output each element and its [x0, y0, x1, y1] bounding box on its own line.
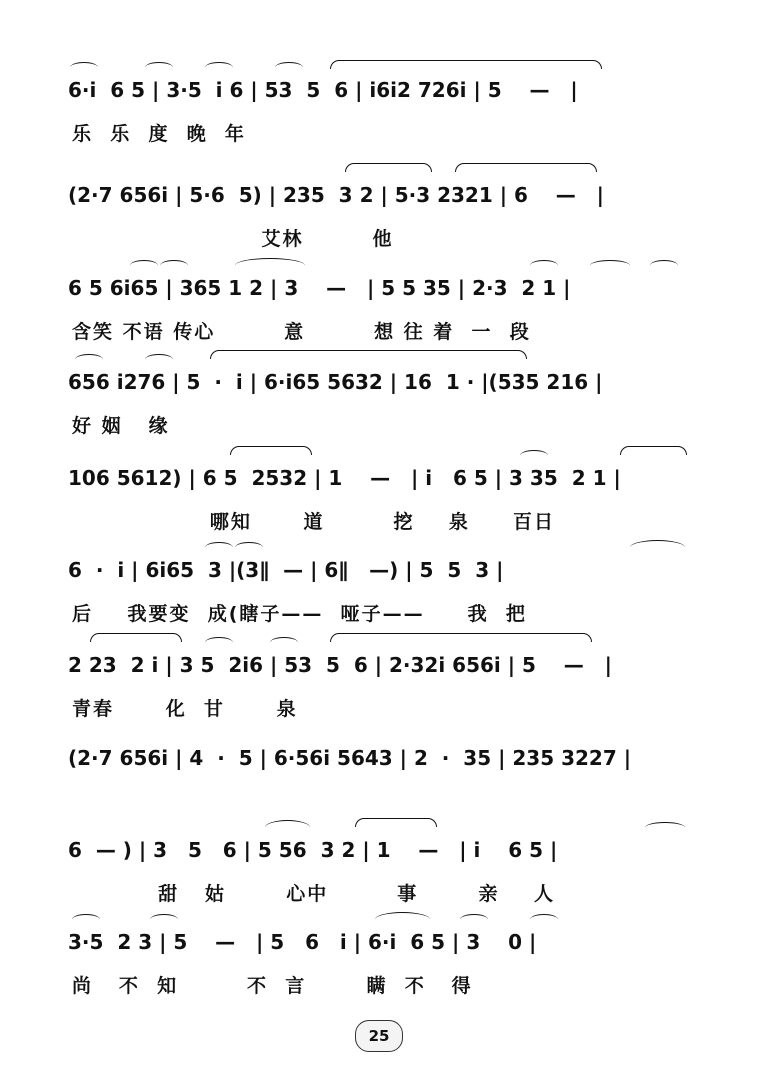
slur-arc	[645, 822, 685, 833]
lyric-line: 青春 化 甘 泉	[72, 698, 298, 720]
lyric-line: 后 我要变 成(瞎子—— 哑子—— 我 把	[72, 603, 527, 625]
slur-arc	[460, 914, 488, 925]
phrase-bracket	[455, 163, 597, 172]
slur-arc	[520, 450, 548, 461]
slur-arc	[160, 260, 188, 271]
slur-arc	[145, 62, 173, 73]
slur-arc	[205, 637, 233, 648]
lyric-line	[72, 782, 712, 822]
slur-arc	[530, 914, 558, 925]
slur-arc	[130, 260, 158, 271]
notation-line: 656 i276 | 5 · i | 6·i65 5632 | 16 1 · |(535 216 |	[68, 370, 603, 394]
slur-arc	[72, 914, 100, 925]
slur-arc	[650, 260, 678, 271]
slur-arc	[275, 62, 303, 73]
phrase-bracket	[330, 60, 602, 69]
slur-arc	[75, 354, 103, 365]
slur-arc	[630, 540, 685, 555]
phrase-bracket	[330, 633, 592, 642]
page-number: 25	[355, 1020, 403, 1052]
slur-arc	[150, 914, 178, 925]
score-system-10	[0, 922, 772, 1022]
phrase-bracket	[345, 163, 432, 172]
slur-arc	[235, 258, 305, 273]
lyric-line: 艾林 他	[72, 228, 394, 250]
notation-line: 6 — ) | 3 5 6 | 5 56 3 2 | 1 — | i 6 5 |	[68, 838, 558, 862]
lyric-line: 哪知 道 挖 泉 百日	[72, 511, 555, 533]
lyric-line: 甜 姑 心中 事 亲 人	[72, 883, 555, 905]
phrase-bracket	[355, 818, 437, 827]
notation-line: (2·7 656i | 5·6 5) | 235 3 2 | 5·3 2321 | 6 — |	[68, 183, 604, 207]
slur-arc	[205, 62, 233, 73]
lyric-line: 乐 乐 度 晚 年	[72, 123, 246, 145]
slur-arc	[530, 260, 558, 271]
notation-line: 2 23 2 i | 3 5 2i6 | 53 5 6 | 2·32i 656i | 5 — |	[68, 653, 612, 677]
phrase-bracket	[620, 446, 687, 455]
notation-line: 3·5 2 3 | 5 — | 5 6 i | 6·i 6 5 | 3 0 |	[68, 930, 537, 954]
notation-line: 6·i 6 5 | 3·5 i 6 | 53 5 6 | i6i2 726i | 5 — |	[68, 78, 578, 102]
phrase-bracket	[230, 446, 312, 455]
slur-arc	[270, 637, 298, 648]
slur-arc	[375, 912, 430, 927]
slur-arc	[145, 354, 173, 365]
notation-line: 106 5612) | 6 5 2532 | 1 — | i 6 5 | 3 35 2 1 |	[68, 466, 621, 490]
lyric-line: 含笑 不语 传心 意 想 往 着 一 段	[72, 321, 531, 343]
phrase-bracket	[90, 633, 182, 642]
notation-line: (2·7 656i | 4 · 5 | 6·56i 5643 | 2 · 35 | 235 3227 |	[68, 746, 632, 770]
score-system-7	[0, 645, 772, 745]
phrase-bracket	[210, 350, 527, 359]
slur-arc	[590, 260, 630, 271]
score-system-1	[0, 70, 772, 170]
lyric-line: 好 姻 缘	[72, 415, 170, 437]
notation-line: 6 5 6i65 | 365 1 2 | 3 — | 5 5 35 | 2·3 2 1 |	[68, 276, 571, 300]
slur-arc	[70, 62, 98, 73]
slur-arc	[205, 542, 233, 553]
lyric-line: 尚 不 知 不 言 瞒 不 得	[72, 975, 473, 997]
notation-line: 6 · i | 6i65 3 |(3∥ — | 6∥ —) | 5 5 3 |	[68, 558, 504, 582]
slur-arc	[235, 542, 263, 553]
slur-arc	[265, 820, 310, 835]
